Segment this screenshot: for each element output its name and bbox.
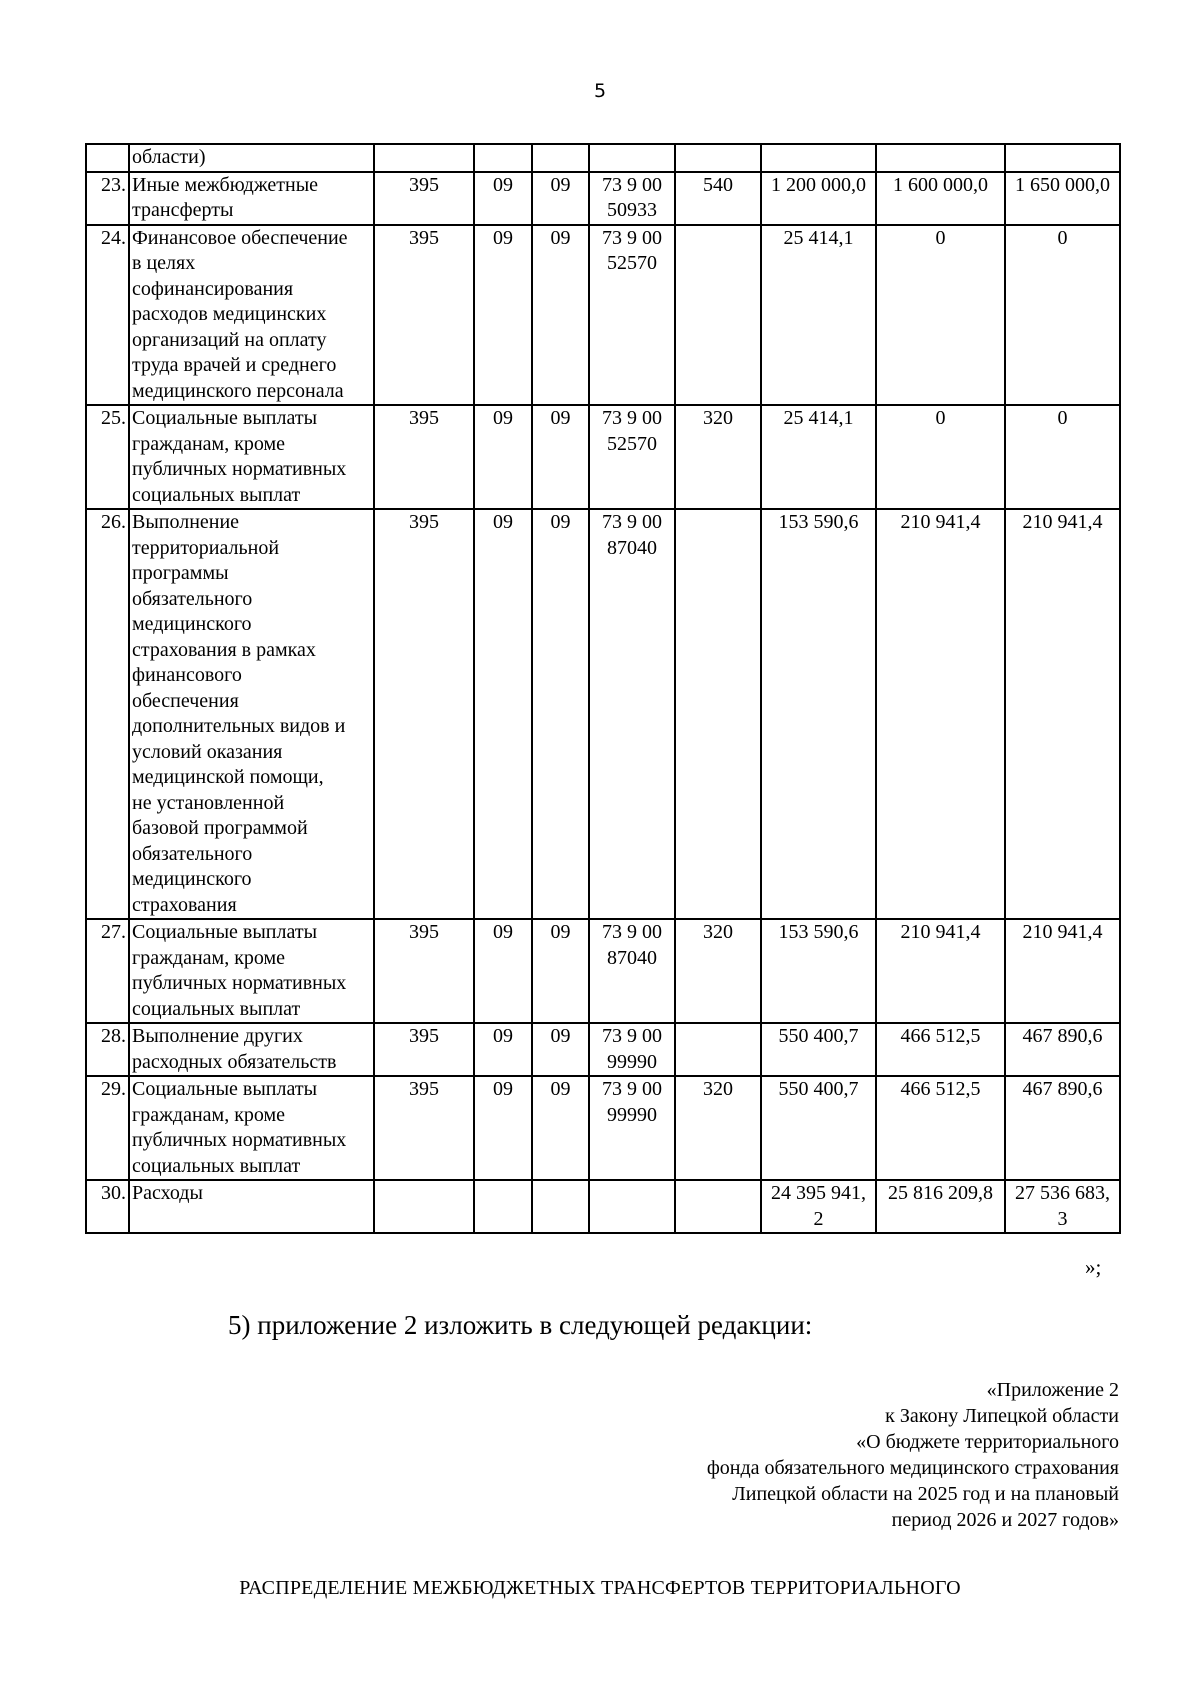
appendix-note-line: период 2026 и 2027 годов» [891, 1509, 1119, 1531]
row-number-cell: 26. [86, 509, 129, 919]
cell-line: организаций на оплату [132, 328, 327, 351]
amount-2025-cell [761, 1023, 876, 1076]
row-number-cell [86, 144, 129, 172]
cell-line: 52570 [607, 252, 657, 274]
cell-line: Социальные выплаты [132, 1078, 318, 1100]
section-code-cell: 09 [474, 1076, 532, 1180]
target-item-code-cell [589, 1076, 675, 1180]
cell-line: 210 941,4 [1022, 511, 1103, 533]
expense-type-code-cell [675, 509, 761, 919]
cell-line: расходных обязательств [132, 1050, 337, 1073]
amount-2025-cell [761, 1076, 876, 1180]
section-code-cell: 09 [474, 405, 532, 509]
cell-line: Социальные выплаты [132, 921, 318, 943]
section-code-cell: 09 [474, 172, 532, 225]
row-number-cell: 30. [86, 1180, 129, 1233]
amount-2026-cell [876, 1180, 1005, 1233]
cell-line: 467 890,6 [1022, 1078, 1103, 1100]
cell-line: финансового [132, 664, 242, 686]
cell-line: страхования [132, 893, 237, 916]
cell-line: гражданам, кроме [132, 432, 286, 455]
cell-line: 99990 [607, 1050, 657, 1073]
amount-2025-cell [761, 144, 876, 172]
cell-line: социальных выплат [132, 997, 301, 1020]
cell-line: 73 9 00 [602, 921, 662, 943]
appendix-note-line: Липецкой области на 2025 год и на плановый [732, 1483, 1119, 1505]
amount-2027-cell [1005, 405, 1120, 509]
admin-code-cell: 395 [374, 509, 474, 919]
cell-line: медицинского персонала [132, 379, 344, 402]
appendix-note-line: «О бюджете территориального [856, 1431, 1119, 1453]
cell-line: обеспечения [132, 689, 239, 712]
admin-code-cell: 395 [374, 919, 474, 1023]
expense-type-code-cell: 540 [675, 172, 761, 225]
table-row [86, 1023, 1120, 1076]
subsection-code-cell: 09 [532, 225, 589, 406]
cell-line: 210 941,4 [1022, 921, 1103, 943]
amount-2027-cell [1005, 1180, 1120, 1233]
amount-2026-cell [876, 1023, 1005, 1076]
amount-2027-cell [1005, 225, 1120, 406]
cell-line: медицинского [132, 613, 252, 635]
amount-2027-cell [1005, 172, 1120, 225]
subsection-code-cell: 09 [532, 1076, 589, 1180]
cell-line: 1 600 000,0 [893, 173, 988, 196]
table-row [86, 144, 1120, 172]
cell-line: 210 941,4 [900, 921, 981, 943]
target-item-code-cell [589, 1180, 675, 1233]
table-row [86, 919, 1120, 1023]
budget-table [85, 143, 1121, 1234]
subsection-code-cell [532, 144, 589, 172]
amount-2026-cell [876, 919, 1005, 1023]
section-code-cell [474, 1180, 532, 1233]
subsection-code-cell: 09 [532, 405, 589, 509]
cell-line: 73 9 00 [602, 173, 662, 196]
expense-name-cell [129, 172, 374, 225]
cell-line: 87040 [607, 536, 657, 559]
cell-line: 52570 [607, 432, 657, 455]
amount-2026-cell [876, 405, 1005, 509]
cell-line: 1 650 000,0 [1015, 173, 1110, 196]
expense-name-cell [129, 509, 374, 919]
target-item-code-cell [589, 509, 675, 919]
amount-2025-cell [761, 919, 876, 1023]
amount-2025-cell [761, 172, 876, 225]
expense-type-code-cell [675, 144, 761, 172]
expense-name-cell [129, 225, 374, 406]
cell-line: Расходы [132, 1182, 203, 1204]
subsection-code-cell: 09 [532, 919, 589, 1023]
cell-line: 3 [1057, 1207, 1068, 1230]
subsection-code-cell [532, 1180, 589, 1233]
cell-line: 0 [935, 226, 946, 249]
cell-line: 466 512,5 [900, 1078, 981, 1100]
cell-line: 50933 [607, 199, 657, 221]
cell-line: страхования в рамках [132, 638, 316, 661]
subsection-code-cell: 09 [532, 172, 589, 225]
cell-line: 73 9 00 [602, 407, 662, 429]
section-code-cell [474, 144, 532, 172]
appendix-note-line: «Приложение 2 [986, 1379, 1119, 1401]
cell-line: социальных выплат [132, 1154, 301, 1177]
cell-line: 73 9 00 [602, 511, 662, 533]
cell-line: 466 512,5 [900, 1025, 981, 1047]
expense-name-cell [129, 1023, 374, 1076]
cell-line: не установленной [132, 791, 285, 814]
row-number-cell: 28. [86, 1023, 129, 1076]
cell-line: 0 [1057, 407, 1068, 429]
budget-table-body [86, 144, 1120, 1233]
subsection-code-cell: 09 [532, 509, 589, 919]
cell-line: 24 395 941, [771, 1182, 866, 1204]
cell-line: 467 890,6 [1022, 1025, 1103, 1047]
admin-code-cell: 395 [374, 1023, 474, 1076]
cell-line: 550 400,7 [778, 1025, 859, 1047]
cell-line: 0 [935, 407, 946, 429]
expense-type-code-cell [675, 1023, 761, 1076]
cell-line: 25 414,1 [783, 226, 854, 249]
cell-line: 73 9 00 [602, 226, 662, 249]
cell-line: Выполнение других [132, 1025, 303, 1047]
cell-line: труда врачей и среднего [132, 354, 337, 376]
table-row [86, 225, 1120, 406]
appendix-note-line: фонда обязательного медицинского страхования [706, 1457, 1119, 1479]
target-item-code-cell [589, 172, 675, 225]
amount-2026-cell [876, 509, 1005, 919]
cell-line: трансферты [132, 199, 234, 221]
amount-2027-cell [1005, 1023, 1120, 1076]
admin-code-cell [374, 1180, 474, 1233]
cell-line: Выполнение [132, 511, 240, 533]
expense-name-cell [129, 144, 374, 172]
cell-line: 87040 [607, 946, 657, 969]
cell-line: территориальной [132, 536, 280, 559]
amount-2025-cell [761, 225, 876, 406]
cell-line: социальных выплат [132, 483, 301, 506]
amount-2027-cell [1005, 1076, 1120, 1180]
target-item-code-cell [589, 225, 675, 406]
cell-line: 73 9 00 [602, 1025, 662, 1047]
cell-line: 25 414,1 [783, 407, 854, 429]
amount-2027-cell [1005, 919, 1120, 1023]
table-row [86, 1076, 1120, 1180]
cell-line: 25 816 209,8 [888, 1182, 993, 1204]
cell-line: 210 941,4 [900, 511, 981, 533]
expense-type-code-cell [675, 225, 761, 406]
amount-2026-cell [876, 144, 1005, 172]
section-code-cell: 09 [474, 225, 532, 406]
cell-line: расходов медицинских [132, 303, 327, 325]
cell-line: 0 [1057, 226, 1068, 249]
cell-line: обязательного [132, 587, 253, 610]
expense-type-code-cell: 320 [675, 919, 761, 1023]
cell-line: обязательного [132, 842, 253, 865]
cell-line: Финансовое обеспечение [132, 226, 348, 249]
expense-name-cell [129, 1076, 374, 1180]
cell-line: медицинской помощи, [132, 766, 324, 788]
section-code-cell: 09 [474, 919, 532, 1023]
cell-line: 73 9 00 [602, 1078, 662, 1100]
amount-2025-cell [761, 405, 876, 509]
cell-line: в целях [132, 252, 196, 274]
cell-line: софинансирования [132, 277, 294, 300]
section-code-cell: 09 [474, 509, 532, 919]
cell-line: публичных нормативных [132, 1129, 347, 1151]
cell-line: области) [132, 146, 206, 168]
table-row [86, 405, 1120, 509]
target-item-code-cell [589, 1023, 675, 1076]
cell-line: программы [132, 562, 229, 584]
expense-type-code-cell [675, 1180, 761, 1233]
cell-line: публичных нормативных [132, 458, 347, 480]
cell-line: 27 536 683, [1015, 1182, 1110, 1204]
admin-code-cell: 395 [374, 172, 474, 225]
table-row [86, 172, 1120, 225]
amount-2026-cell [876, 1076, 1005, 1180]
cell-line: базовой программой [132, 817, 308, 839]
row-number-cell: 27. [86, 919, 129, 1023]
closing-quote-mark: »; [1085, 1255, 1102, 1279]
cell-line: дополнительных видов и [132, 715, 346, 737]
amount-2026-cell [876, 225, 1005, 406]
target-item-code-cell [589, 405, 675, 509]
row-number-cell: 24. [86, 225, 129, 406]
page-number: 5 [593, 80, 607, 102]
amount-2027-cell [1005, 509, 1120, 919]
cell-line: гражданам, кроме [132, 1103, 286, 1126]
admin-code-cell: 395 [374, 225, 474, 406]
row-number-cell: 29. [86, 1076, 129, 1180]
target-item-code-cell [589, 919, 675, 1023]
row-number-cell: 23. [86, 172, 129, 225]
cell-line: 153 590,6 [778, 921, 859, 943]
target-item-code-cell [589, 144, 675, 172]
appendix-note-line: к Закону Липецкой области [885, 1405, 1119, 1427]
cell-line: публичных нормативных [132, 972, 347, 994]
section-code-cell: 09 [474, 1023, 532, 1076]
table-row [86, 1180, 1120, 1233]
amount-2025-cell [761, 509, 876, 919]
cell-line: 1 200 000,0 [771, 173, 866, 196]
cell-line: условий оказания [132, 740, 283, 763]
appendix-note [560, 1377, 1119, 1533]
cell-line: 550 400,7 [778, 1078, 859, 1100]
row-number-cell: 25. [86, 405, 129, 509]
cell-line: медицинского [132, 868, 252, 890]
expense-name-cell [129, 1180, 374, 1233]
amendment-instruction: 5) приложение 2 изложить в следующей редакции: [228, 1310, 813, 1340]
expense-type-code-cell: 320 [675, 1076, 761, 1180]
cell-line: гражданам, кроме [132, 946, 286, 969]
table-row [86, 509, 1120, 919]
admin-code-cell: 395 [374, 405, 474, 509]
section-heading: РАСПРЕДЕЛЕНИЕ МЕЖБЮДЖЕТНЫХ ТРАНСФЕРТОВ ТЕРРИТОРИАЛЬНОГО [239, 1577, 961, 1599]
admin-code-cell: 395 [374, 1076, 474, 1180]
admin-code-cell [374, 144, 474, 172]
amount-2027-cell [1005, 144, 1120, 172]
cell-line: Иные межбюджетные [132, 173, 319, 196]
expense-type-code-cell: 320 [675, 405, 761, 509]
amount-2026-cell [876, 172, 1005, 225]
subsection-code-cell: 09 [532, 1023, 589, 1076]
expense-name-cell [129, 405, 374, 509]
amount-2025-cell [761, 1180, 876, 1233]
cell-line: 99990 [607, 1103, 657, 1126]
cell-line: Социальные выплаты [132, 407, 318, 429]
cell-line: 2 [813, 1207, 824, 1230]
expense-name-cell [129, 919, 374, 1023]
cell-line: 153 590,6 [778, 511, 859, 533]
